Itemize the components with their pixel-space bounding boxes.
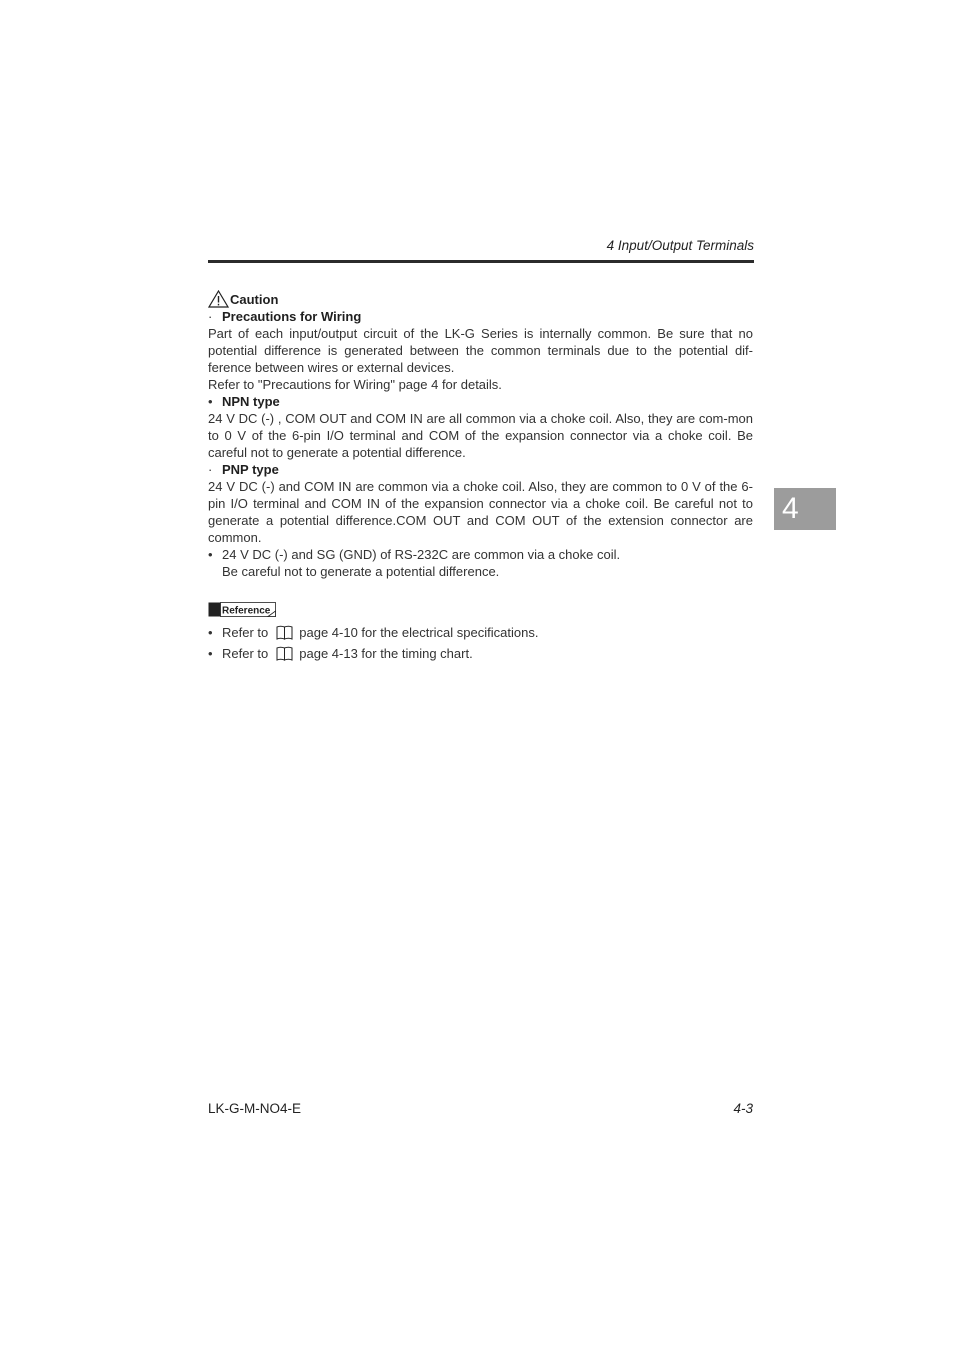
reference-text: page 4-10 for the electrical specifications. (299, 625, 539, 640)
header-rule (208, 260, 754, 263)
wiring-text: Part of each input/output circuit of the LK-G Series is internally common. Be sure that no potential difference is generated between the common terminals due to the potential dif-ference between wires or external devices. (208, 326, 753, 375)
npn-heading-text: NPN type (222, 394, 280, 409)
bullet-glyph: • (208, 625, 213, 640)
caution-heading (208, 289, 753, 308)
reference-badge-label: Reference (222, 605, 271, 617)
bullet-glyph: · (208, 309, 213, 324)
book-icon (276, 625, 293, 640)
bullet-glyph: • (208, 547, 213, 562)
bullet-glyph: · (208, 462, 213, 477)
wiring-heading (208, 308, 753, 325)
page-content (208, 289, 753, 664)
section-title: 4 Input/Output Terminals (606, 238, 754, 253)
bullet-glyph: • (208, 394, 213, 409)
bullet-glyph: • (208, 646, 213, 661)
wiring-heading-text: Precautions for Wiring (222, 309, 362, 324)
chapter-tab: 4 (774, 488, 836, 530)
reference-item (208, 622, 753, 643)
rs232-line2: Be careful not to generate a potential difference. (222, 564, 500, 579)
reference-list (208, 622, 753, 664)
npn-heading (208, 393, 753, 410)
caution-label: Caution (230, 292, 279, 307)
doc-code: LK-G-M-NO4-E (208, 1101, 302, 1116)
reference-prefix: Refer to (222, 625, 269, 640)
reference-badge-shape (208, 602, 278, 618)
reference-prefix: Refer to (222, 646, 269, 661)
wiring-ref: Refer to "Precautions for Wiring" page 4 for details. (208, 377, 502, 392)
reference-badge-icon (208, 602, 278, 618)
rs232-note (208, 546, 753, 580)
rs232-line1: 24 V DC (-) and SG (GND) of RS-232C are common via a choke coil. (222, 547, 621, 562)
book-icon (276, 646, 293, 661)
pnp-text: 24 V DC (-) and COM IN are common via a choke coil. Also, they are common to 0 V of the 6-pin I/O terminal and COM IN of the expansion connector via a choke coil. Be careful not to generate a potential difference.COM OUT and COM OUT of the extension connector are common. (208, 479, 753, 545)
pnp-heading (208, 461, 753, 478)
pnp-heading-text: PNP type (222, 462, 279, 477)
npn-text: 24 V DC (-) , COM OUT and COM IN are all common via a choke coil. Also, they are com-mon to 0 V of the 6-pin I/O terminal and COM of the expansion connector via a choke coil. Be careful not to generate a potential difference. (208, 411, 753, 460)
warning-triangle-icon (208, 290, 229, 308)
reference-item (208, 643, 753, 664)
page-number: 4-3 (733, 1101, 753, 1116)
reference-text: page 4-13 for the timing chart. (299, 646, 473, 661)
